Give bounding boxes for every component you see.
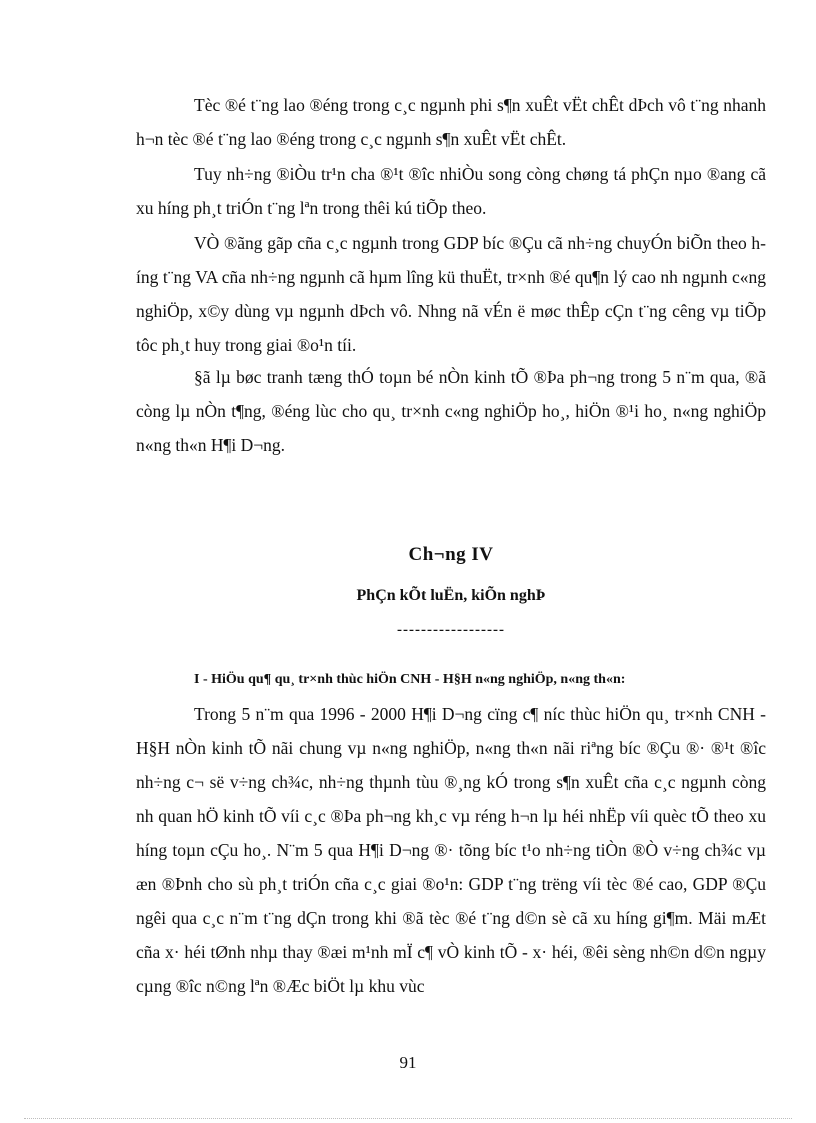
paragraph-trend: Tuy nh÷ng ®iÒu tr¹n cha ®¹t ®îc nhiÒu song còng chøng tá phÇn nµo ®ang cã xu híng ph¸t triÓn t¨ng lªn trong thêi kú tiÕp theo.	[136, 164, 766, 218]
paragraph-results: Trong 5 n¨m qua 1996 - 2000 H¶i D¬ng cïng c¶ níc thùc hiÖn qu¸ tr×nh CNH - H§H nÒn kinh tÕ nãi chung vµ n«ng nghiÖp, n«ng th«n nãi riªng bíc ®Çu ®· ®¹t ®îc nh÷ng c¬ së v÷ng ch¾c, nh÷ng thµnh tùu ®¸ng kÓ trong s¶n xuÊt cña c¸c ngµnh còng nh quan hÖ kinh tÕ víi c¸c ®Þa ph¬ng kh¸c vµ réng h¬n lµ héi nhËp víi quèc tÕ theo xu híng toµn cÇu ho¸. N¨m 5 qua H¶i D¬ng ®· tõng bíc t¹o nh÷ng tiÒn ®Ò v÷ng ch¾c vµ æn ®Þnh cho sù ph¸t triÓn cña c¸c giai ®o¹n: GDP t¨ng trëng víi tèc ®é cao, GDP ®Çu ngêi qua c¸c n¨m t¨ng dÇn trong khi ®ã tèc ®é t¨ng d©n sè cã xu híng gi¶m. Mäi mÆt cña x· héi tØnh nhµ thay ®æi m¹nh mÏ c¶ vÒ kinh tÕ - x· héi, ®êi sèng nh©n d©n ngµy cµng ®îc n©ng lªn ®Æc biÖt lµ khu vùc	[136, 704, 766, 996]
section-heading: I - HiÖu qu¶ qu¸ tr×nh thùc hiÖn CNH - H§H n«ng nghiÖp, n«ng th«n:	[194, 672, 626, 687]
chapter-divider: ------------------	[397, 622, 505, 638]
paragraph-labor-growth: Tèc ®é t¨ng lao ®éng trong c¸c ngµnh phi s¶n xuÊt vËt chÊt dÞch vô t¨ng nhanh h¬n tèc ®é t¨ng lao ®éng trong c¸c ngµnh s¶n xuÊt vËt chÊt.	[136, 95, 766, 149]
paragraph-overall-picture: §ã lµ bøc tranh tæng thÓ toµn bé nÒn kinh tÕ ®Þa ph¬ng trong 5 n¨m qua, ®ã còng lµ nÒn t¶ng, ®éng lùc cho qu¸ tr×nh c«ng nghiÖp ho¸, hiÖn ®¹i ho¸ n«ng nghiÖp n«ng th«n H¶i D¬ng.	[136, 367, 766, 455]
bottom-divider	[24, 1118, 792, 1119]
paragraph-gdp-contribution: VÒ ®ãng gãp cña c¸c ngµnh trong GDP bíc ®Çu cã nh÷ng chuyÓn biÕn theo híng t¨ng VA cña nh÷ng ngµnh cã hµm lîng kü thuËt, tr×nh ®é qu¶n lý cao nh ngµnh c«ng nghiÖp, x©y dùng vµ ngµnh dÞch vô. Nhng nã vÉn ë møc thÊp cÇn t¨ng cêng vµ tiÕp tôc ph¸t huy trong giai ®o¹n tíi.	[136, 233, 766, 355]
page-number: 91	[399, 1053, 417, 1072]
chapter-title: Ch¬ng IV	[408, 544, 494, 565]
chapter-subtitle: PhÇn kÕt luËn, kiÕn nghÞ	[356, 587, 546, 604]
